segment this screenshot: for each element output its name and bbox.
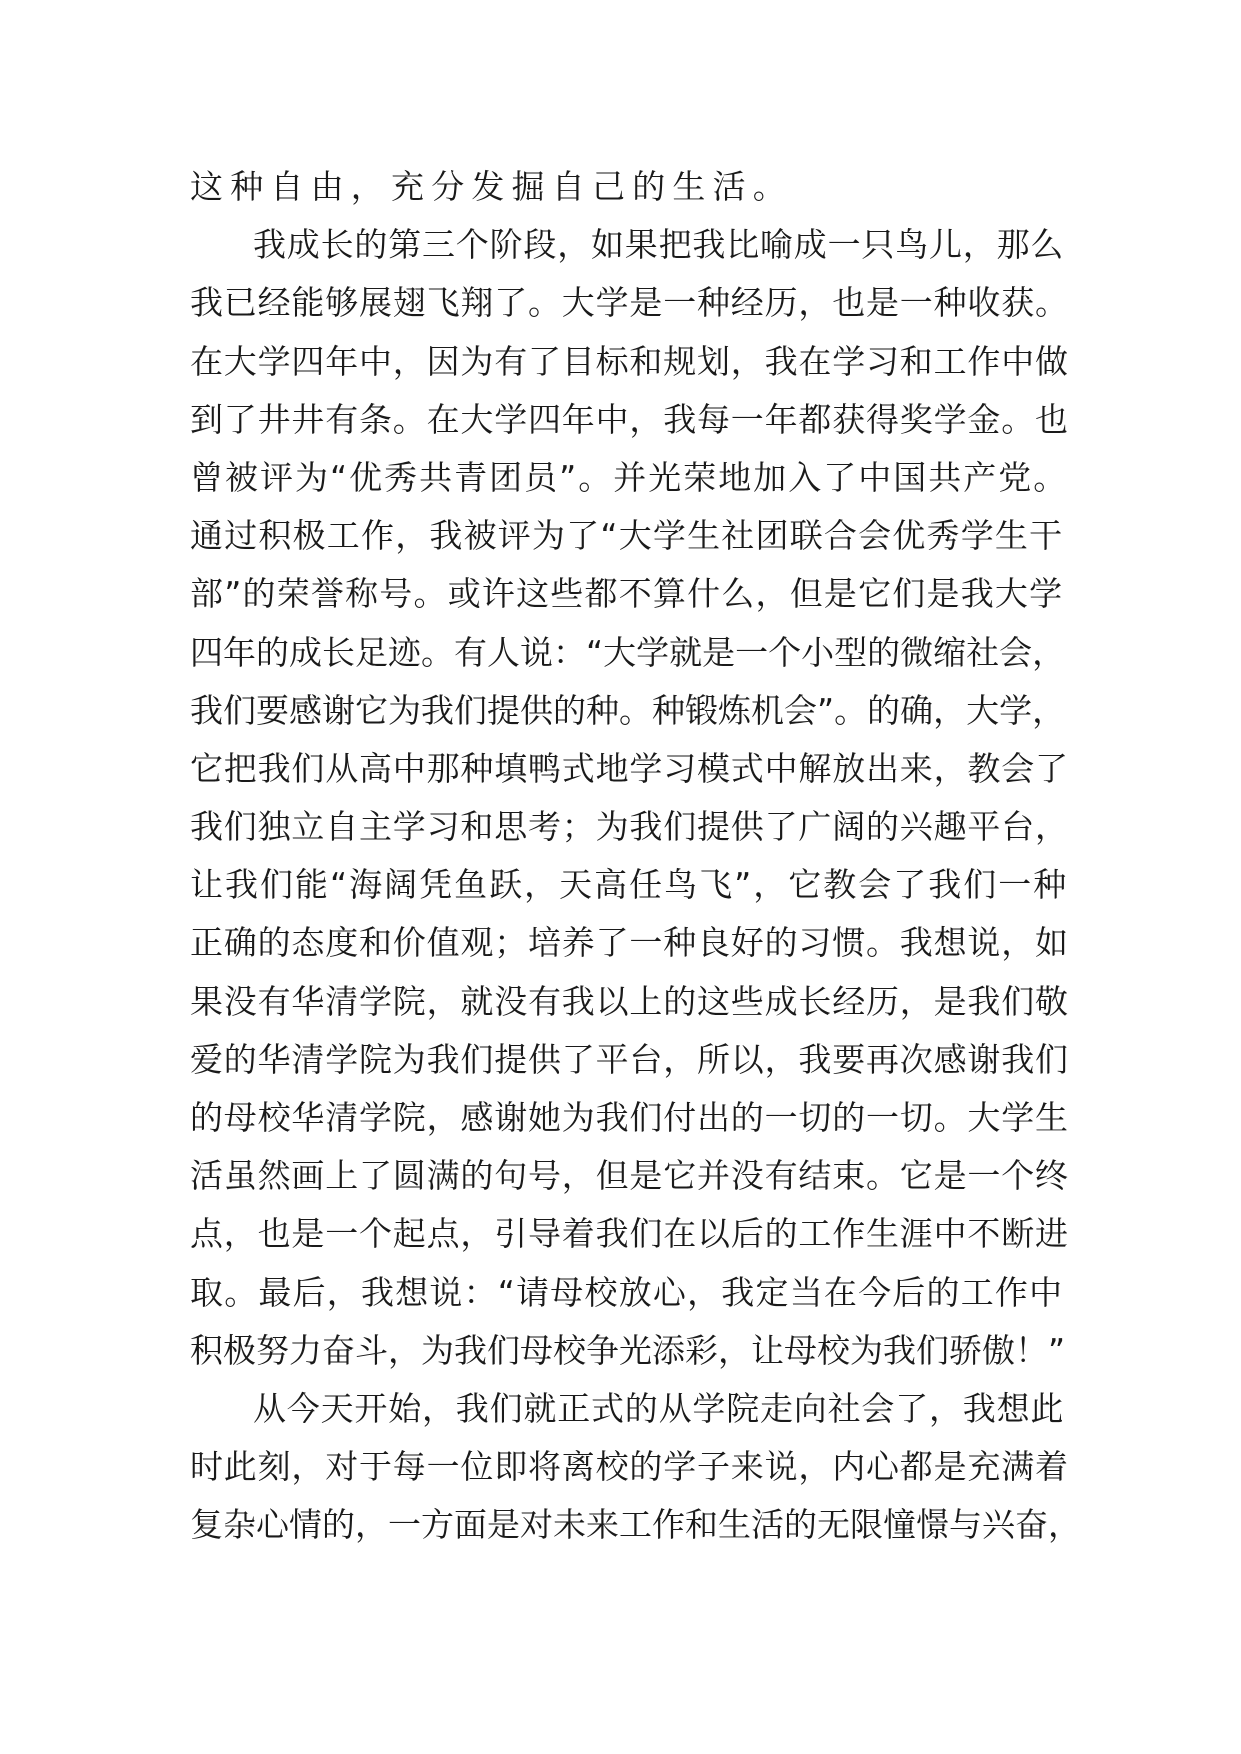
text-line: 四年的成长足迹。有人说：“大学就是一个小型的微缩社会， [190,632,1066,672]
text-line: 的母校华清学院，感谢她为我们付出的一切的一切。大学生 [190,1098,1069,1137]
text-line: 活虽然画上了圆满的句号，但是它并没有结束。它是一个终 [190,1156,1069,1196]
text-line: 正确的态度和价值观；培养了一种良好的习惯。我想说，如 [190,923,1069,963]
text-line: 从今天开始，我们就正式的从学院走向社会了，我想此 [253,1388,1065,1428]
body-text [190,158,1081,1555]
text-line: 我们独立自主学习和思考；为我们提供了广阔的兴趣平台， [190,807,1069,847]
text-line: 我们要感谢它为我们提供的种。种锻炼机会”。的确，大学， [190,690,1066,730]
text-line: 这种自由，充分发掘自己的生活。 [190,167,793,206]
text-line: 我已经能够展翅飞翔了。大学是一种经历，也是一种收获。 [190,283,1069,323]
text-line: 爱的华清学院为我们提供了平台，所以，我要再次感谢我们 [190,1039,1069,1079]
text-line: 复杂心情的，一方面是对未来工作和生活的无限憧憬与兴奋， [190,1505,1081,1545]
text-line: 积极努力奋斗，为我们母校争光添彩，让母校为我们骄傲！” [190,1330,1066,1370]
text-line: 时此刻，对于每一位即将离校的学子来说，内心都是充满着 [190,1447,1069,1487]
text-line: 点，也是一个起点，引导着我们在以后的工作生涯中不断进 [190,1214,1069,1254]
text-line: 到了井井有条。在大学四年中，我每一年都获得奖学金。也 [190,399,1069,439]
text-line: 我成长的第三个阶段，如果把我比喻成一只鸟儿，那么 [253,225,1065,265]
text-line: 它把我们从高中那种填鸭式地学习模式中解放出来，教会了 [190,748,1069,788]
text-line: 部”的荣誉称号。或许这些都不算什么，但是它们是我大学 [190,574,1064,614]
text-line: 取。最后，我想说：“请母校放心，我定当在今后的工作中 [190,1272,1064,1312]
text-line: 在大学四年中，因为有了目标和规划，我在学习和工作中做 [190,341,1069,381]
text-line: 通过积极工作，我被评为了“大学生社团联合会优秀学生干 [190,516,1064,556]
text-line: 让我们能“海阔凭鱼跃，天高任鸟飞”，它教会了我们一种 [190,865,1069,905]
text-line: 果没有华清学院，就没有我以上的这些成长经历，是我们敬 [190,981,1069,1021]
text-line: 曾被评为“优秀共青团员”。并光荣地加入了中国共产党。 [190,457,1069,497]
